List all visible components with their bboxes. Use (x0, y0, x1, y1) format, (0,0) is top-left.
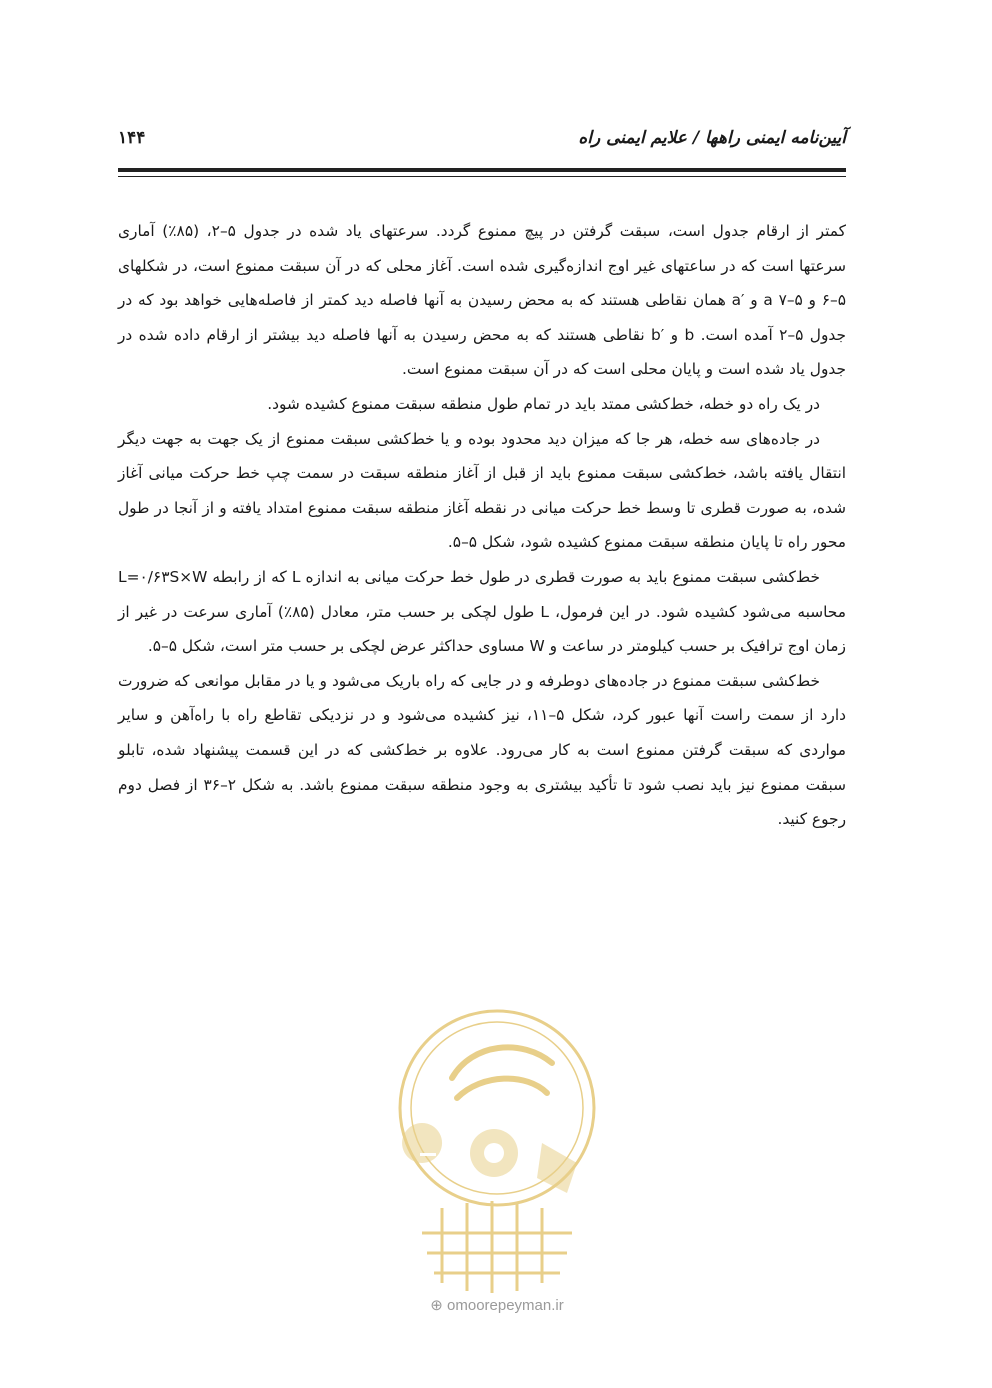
paragraph: در یک راه دو خطه، خط‌کشی ممتد باید در تمام طول منطقه سبقت ممنوع کشیده شود. (267, 394, 820, 413)
body-text (118, 214, 846, 837)
paragraph: در جاده‌های سه خطه، هر جا که میزان دید محدود بوده و یا خط‌کشی سبقت ممنوع از یک جهت به جهت دیگر انتقال یافته باشد، خط‌کشی سبقت ممنوع باید از قبل از آغاز منطقه سبقت در سمت چپ خط حرکت میانی آغاز شده، به صورت قطری تا وسط خط حرکت میانی در نقطه آغاز منطقه سبقت ممنوع امتداد یافته و از آنجا در طول محور راه تا پایان منطقه سبقت ممنوع کشیده شود، شکل ۵–۵. (118, 429, 846, 552)
globe-icon: ⊕ (430, 1297, 443, 1314)
paragraph: خط‌کشی سبقت ممنوع باید به صورت قطری در طول خط حرکت میانی به اندازه L که از رابطه L=۰/۶۳S×W محاسبه می‌شود کشیده شود. در این فرمول، L طول لچکی بر حسب متر، معادل (۸۵٪) آماری سرعت در غیر از زمان اوج ترافیک بر حسب کیلومتر در ساعت و W مساوی حداکثر عرض لچکی بر حسب متر است، شکل ۵–۵. (118, 567, 846, 656)
running-header (118, 126, 846, 160)
header-rule-thin (118, 176, 846, 177)
page-number: ۱۴۴ (118, 128, 146, 148)
website-text: omoorepeyman.ir (447, 1297, 564, 1314)
header-rule-thick (118, 168, 846, 172)
watermark-website (392, 1296, 602, 1314)
paragraph: خط‌کشی سبقت ممنوع در جاده‌های دوطرفه و در جایی که راه باریک می‌شود و یا در مقابل موانعی که ضرورت دارد از سمت راست آنها عبور کرد، شکل ۵–۱۱، نیز کشیده می‌شود و در نزدیکی تقاطع راه با راه‌آهن و سایر مواردی که سبقت گرفتن ممنوع است به کار می‌رود. علاوه بر خط‌کشی که در این قسمت پیشنهاد شده، تابلو سبقت ممنوع نیز باید نصب شود تا تأکید بیشتری به وجود منطقه سبقت ممنوع باشد. به شکل ۲–۳۶ از فصل دوم رجوع کنید. (118, 671, 847, 829)
header-title: آیین‌نامه ایمنی راهها / علایم ایمنی راه (578, 128, 846, 148)
watermark-logo (382, 1003, 612, 1303)
paragraph: کمتر از ارقام جدول است، سبقت گرفتن در پیچ ممنوع گردد. سرعتهای یاد شده در جدول ۵–۲، (۸۵٪) آماری سرعتها است که در ساعتهای غیر اوج اندازه‌گیری شده است. آغاز محلی که در آن سبقت ممنوع است، در شکلهای ۵–۶ و ۵–۷ a و ′a همان نقاطی هستند که به محض رسیدن به آنها فاصله دید کمتر از فاصله‌هایی خواهد بود که در جدول ۵–۲ آمده است. b و ′b نقاطی هستند که به محض رسیدن به آنها فاصله دید بیشتر از ارقام داده شده در جدول یاد شده است و پایان محلی است که در آن سبقت ممنوع است. (118, 222, 846, 379)
